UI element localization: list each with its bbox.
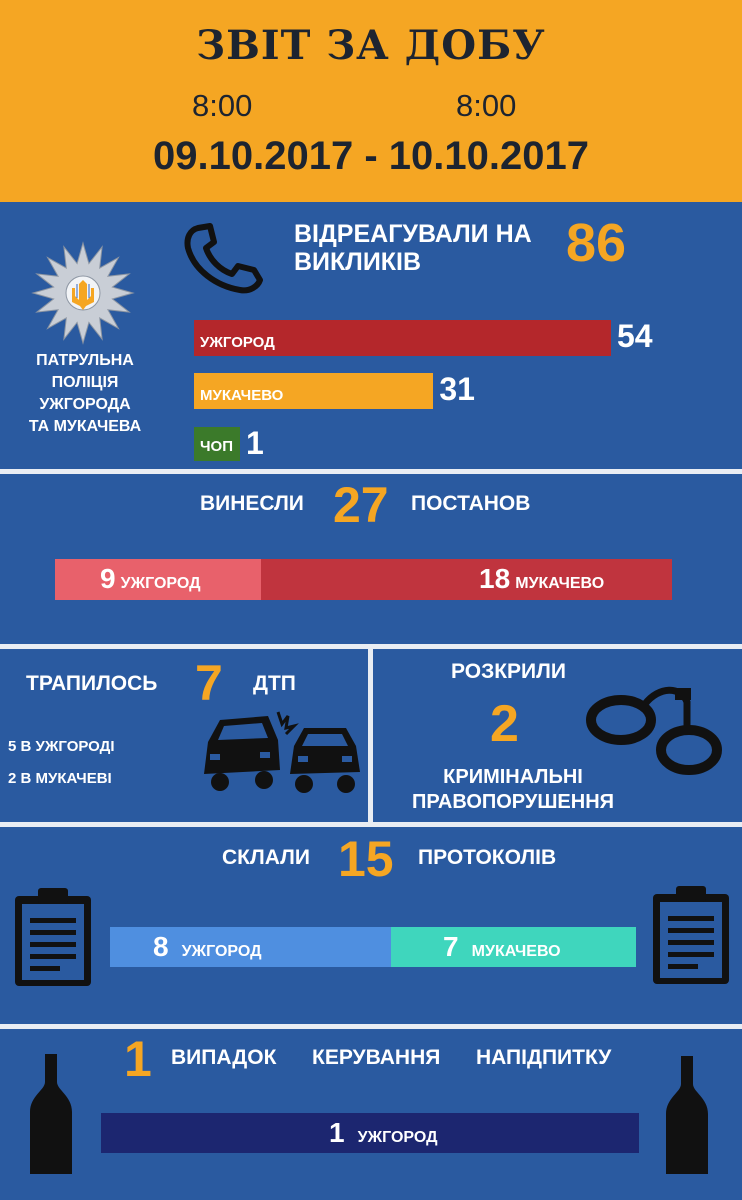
- decisions-segment-mukachevo: [261, 559, 672, 600]
- calls-title-line1: ВІДРЕАГУВАЛИ НА: [294, 220, 532, 248]
- police-name-line: ПОЛІЦІЯ: [51, 374, 119, 391]
- calls-value-uzhhorod: 54: [617, 318, 653, 354]
- clipboard-icon: [648, 882, 734, 988]
- bottle-icon: [28, 1052, 74, 1178]
- accidents-label-after: ДТП: [253, 672, 296, 695]
- drunk-bar: [101, 1113, 639, 1153]
- protocols-segment-mukachevo: [391, 927, 636, 967]
- section-divider-vertical: [368, 649, 373, 823]
- calls-title-line2: ВИКЛИКІВ: [294, 248, 422, 276]
- decisions-split-bar: [55, 559, 672, 600]
- section-divider: [0, 469, 742, 474]
- crimes-label-bottom-2: ПРАВОПОРУШЕННЯ: [411, 791, 615, 813]
- calls-total: 86: [566, 213, 627, 273]
- segment-label: УЖГОРОД: [120, 575, 201, 592]
- report-header: [0, 0, 742, 202]
- calls-value-chop: 1: [246, 425, 264, 461]
- drunk-word-2: КЕРУВАННЯ: [312, 1046, 441, 1069]
- calls-bar-chop: [194, 427, 240, 461]
- segment-value: 8: [153, 931, 169, 962]
- accidents-total: 7: [195, 655, 223, 711]
- accidents-detail-uzhhorod: 5 В УЖГОРОДІ: [8, 738, 115, 755]
- decisions-total: 27: [333, 477, 389, 533]
- decisions-segment-uzhhorod: [55, 559, 261, 600]
- calls-value-mukachevo: 31: [439, 371, 475, 407]
- accidents-detail-mukachevo: 2 В МУКАЧЕВІ: [8, 770, 112, 787]
- protocols-split-bar: [110, 927, 636, 967]
- protocols-segment-uzhhorod: [110, 927, 391, 967]
- drunk-total: 1: [124, 1031, 152, 1087]
- calls-bar-uzhhorod: [194, 320, 611, 356]
- phone-icon: [182, 222, 272, 294]
- police-emblem-icon: [30, 240, 136, 346]
- drunk-word-1: ВИПАДОК: [171, 1046, 277, 1069]
- handcuffs-icon: [583, 680, 729, 780]
- police-name-line: ПАТРУЛЬНА: [36, 352, 134, 369]
- decisions-label-after: ПОСТАНОВ: [411, 492, 531, 515]
- decisions-label-before: ВИНЕСЛИ: [200, 492, 304, 515]
- end-time: 8:00: [456, 88, 517, 123]
- calls-bar-mukachevo: [194, 373, 433, 409]
- car-crash-icon: [198, 706, 364, 800]
- police-name-line: УЖГОРОДА: [39, 396, 131, 413]
- bar-label: УЖГОРОД: [200, 334, 275, 351]
- accidents-label-before: ТРАПИЛОСЬ: [26, 672, 158, 695]
- police-name: [0, 350, 170, 438]
- drunk-bar-value: 1: [329, 1117, 345, 1148]
- drunk-bar-label: УЖГОРОД: [357, 1129, 438, 1146]
- bar-label: МУКАЧЕВО: [200, 387, 284, 404]
- report-dates: 09.10.2017 - 10.10.2017: [153, 134, 589, 178]
- section-divider: [0, 822, 742, 827]
- segment-value: 7: [443, 931, 459, 962]
- segment-label: УЖГОРОД: [181, 943, 262, 960]
- bar-label: ЧОП: [200, 438, 233, 455]
- crimes-total: 2: [490, 695, 519, 753]
- crimes-label-bottom-1: КРИМІНАЛЬНІ: [443, 766, 583, 788]
- section-divider: [0, 1024, 742, 1029]
- bottle-icon: [664, 1054, 710, 1178]
- police-name-line: ТА МУКАЧЕВА: [28, 418, 142, 435]
- drunk-word-3: НАПІДПИТКУ: [476, 1046, 612, 1069]
- clipboard-icon: [10, 884, 96, 990]
- segment-value: 9: [100, 563, 116, 594]
- crimes-label-top: РОЗКРИЛИ: [451, 660, 566, 683]
- protocols-label-before: СКЛАЛИ: [222, 846, 310, 869]
- protocols-label-after: ПРОТОКОЛІВ: [418, 846, 557, 869]
- start-time: 8:00: [192, 88, 253, 123]
- protocols-total: 15: [338, 831, 394, 887]
- segment-label: МУКАЧЕВО: [471, 943, 561, 960]
- report-title: ЗВІТ ЗА ДОБУ: [196, 22, 546, 69]
- segment-label: МУКАЧЕВО: [515, 575, 605, 592]
- segment-value: 18: [479, 563, 511, 594]
